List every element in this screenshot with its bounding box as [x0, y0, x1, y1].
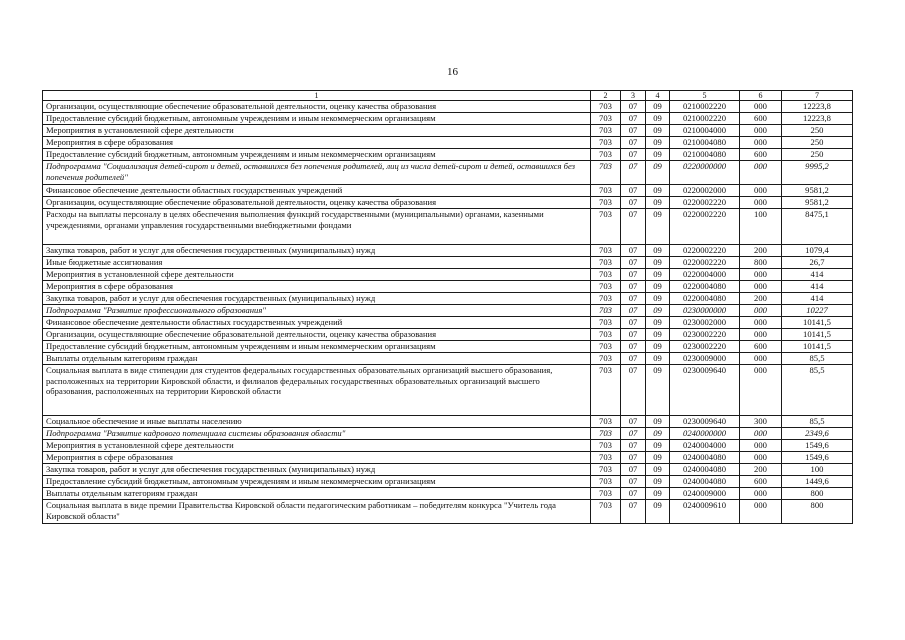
- subsection-code-cell: 09: [646, 257, 670, 269]
- amount-cell: 85,5: [782, 353, 853, 365]
- expense-type-cell: 000: [740, 365, 782, 416]
- expense-type-cell: 000: [740, 185, 782, 197]
- subsection-code-cell: 09: [646, 125, 670, 137]
- row-name-cell: Социальное обеспечение и иные выплаты населению: [43, 416, 591, 428]
- section-code-cell: 07: [621, 101, 646, 113]
- subsection-code-cell: 09: [646, 416, 670, 428]
- ministry-code-cell: 703: [591, 161, 621, 185]
- amount-cell: 10141,5: [782, 329, 853, 341]
- target-article-cell: 0220002000: [670, 185, 740, 197]
- target-article-cell: 0240000000: [670, 428, 740, 440]
- row-name-cell: Подпрограмма "Развитие профессионального образования": [43, 305, 591, 317]
- section-code-cell: 07: [621, 341, 646, 353]
- ministry-code-cell: 703: [591, 476, 621, 488]
- ministry-code-cell: 703: [591, 464, 621, 476]
- ministry-code-cell: 703: [591, 488, 621, 500]
- ministry-code-cell: 703: [591, 500, 621, 524]
- table-row: [43, 416, 853, 428]
- subsection-code-cell: 09: [646, 428, 670, 440]
- amount-cell: 12223,8: [782, 113, 853, 125]
- expense-type-cell: 600: [740, 341, 782, 353]
- amount-cell: 414: [782, 281, 853, 293]
- amount-cell: 26,7: [782, 257, 853, 269]
- row-name-cell: Закупка товаров, работ и услуг для обеспечения государственных (муниципальных) нужд: [43, 245, 591, 257]
- section-code-cell: 07: [621, 476, 646, 488]
- amount-cell: 10141,5: [782, 341, 853, 353]
- amount-cell: 2349,6: [782, 428, 853, 440]
- section-code-cell: 07: [621, 293, 646, 305]
- table-row: [43, 113, 853, 125]
- amount-cell: 414: [782, 293, 853, 305]
- table-row: [43, 209, 853, 245]
- section-code-cell: 07: [621, 125, 646, 137]
- amount-cell: 250: [782, 137, 853, 149]
- ministry-code-cell: 703: [591, 137, 621, 149]
- section-code-cell: 07: [621, 488, 646, 500]
- row-name-cell: Предоставление субсидий бюджетным, автономным учреждениям и иным некоммерческим организациям: [43, 476, 591, 488]
- section-code-cell: 07: [621, 317, 646, 329]
- expense-type-cell: 000: [740, 281, 782, 293]
- section-code-cell: 07: [621, 416, 646, 428]
- section-code-cell: 07: [621, 365, 646, 416]
- section-code-cell: 07: [621, 185, 646, 197]
- target-article-cell: 0210002220: [670, 101, 740, 113]
- row-name-cell: Закупка товаров, работ и услуг для обеспечения государственных (муниципальных) нужд: [43, 464, 591, 476]
- expense-type-cell: 000: [740, 329, 782, 341]
- target-article-cell: 0220004000: [670, 269, 740, 281]
- subsection-code-cell: 09: [646, 500, 670, 524]
- expense-type-cell: 000: [740, 500, 782, 524]
- amount-cell: 9581,2: [782, 185, 853, 197]
- target-article-cell: 0230000000: [670, 305, 740, 317]
- table-row: [43, 137, 853, 149]
- row-name-cell: Мероприятия в установленной сфере деятельности: [43, 269, 591, 281]
- row-name-cell: Социальная выплата в виде премии Правительства Кировской области педагогическим работникам – победителям конкурса "Учитель года Кировской области": [43, 500, 591, 524]
- subsection-code-cell: 09: [646, 101, 670, 113]
- expense-type-cell: 000: [740, 353, 782, 365]
- target-article-cell: 0210002220: [670, 113, 740, 125]
- amount-cell: 85,5: [782, 416, 853, 428]
- column-header: 1: [43, 91, 591, 101]
- ministry-code-cell: 703: [591, 125, 621, 137]
- ministry-code-cell: 703: [591, 257, 621, 269]
- section-code-cell: 07: [621, 257, 646, 269]
- target-article-cell: 0220002220: [670, 197, 740, 209]
- amount-cell: 8475,1: [782, 209, 853, 245]
- table-row: [43, 101, 853, 113]
- subsection-code-cell: 09: [646, 329, 670, 341]
- expense-type-cell: 000: [740, 440, 782, 452]
- subsection-code-cell: 09: [646, 281, 670, 293]
- expense-type-cell: 000: [740, 137, 782, 149]
- amount-cell: 100: [782, 464, 853, 476]
- section-code-cell: 07: [621, 452, 646, 464]
- table-row: [43, 488, 853, 500]
- row-name-cell: Социальная выплата в виде стипендии для студентов федеральных государственных образовательных организаций высшего образования, расположенных на территории Кировской области, и филиалов федеральных государственных образовательных организаций высшего образования, расположенных на территории Кировской области: [43, 365, 591, 416]
- expense-type-cell: 000: [740, 488, 782, 500]
- row-name-cell: Мероприятия в установленной сфере деятельности: [43, 440, 591, 452]
- column-header: 6: [740, 91, 782, 101]
- subsection-code-cell: 09: [646, 464, 670, 476]
- amount-cell: 250: [782, 125, 853, 137]
- table-row: [43, 125, 853, 137]
- target-article-cell: 0210004080: [670, 149, 740, 161]
- target-article-cell: 0230009640: [670, 416, 740, 428]
- subsection-code-cell: 09: [646, 269, 670, 281]
- subsection-code-cell: 09: [646, 341, 670, 353]
- section-code-cell: 07: [621, 353, 646, 365]
- table-row: [43, 197, 853, 209]
- row-name-cell: Мероприятия в сфере образования: [43, 137, 591, 149]
- expense-type-cell: 000: [740, 317, 782, 329]
- section-code-cell: 07: [621, 329, 646, 341]
- row-name-cell: Мероприятия в установленной сфере деятельности: [43, 125, 591, 137]
- section-code-cell: 07: [621, 197, 646, 209]
- expense-type-cell: 100: [740, 209, 782, 245]
- target-article-cell: 0230009000: [670, 353, 740, 365]
- target-article-cell: 0240004000: [670, 440, 740, 452]
- row-name-cell: Финансовое обеспечение деятельности областных государственных учреждений: [43, 317, 591, 329]
- ministry-code-cell: 703: [591, 317, 621, 329]
- subsection-code-cell: 09: [646, 365, 670, 416]
- expense-type-cell: 600: [740, 113, 782, 125]
- row-name-cell: Финансовое обеспечение деятельности областных государственных учреждений: [43, 185, 591, 197]
- ministry-code-cell: 703: [591, 293, 621, 305]
- subsection-code-cell: 09: [646, 293, 670, 305]
- section-code-cell: 07: [621, 161, 646, 185]
- amount-cell: 800: [782, 488, 853, 500]
- section-code-cell: 07: [621, 428, 646, 440]
- ministry-code-cell: 703: [591, 209, 621, 245]
- target-article-cell: 0240004080: [670, 476, 740, 488]
- amount-cell: 250: [782, 149, 853, 161]
- table-row: [43, 185, 853, 197]
- target-article-cell: 0240004080: [670, 464, 740, 476]
- table-row: [43, 329, 853, 341]
- subsection-code-cell: 09: [646, 209, 670, 245]
- target-article-cell: 0230009640: [670, 365, 740, 416]
- section-code-cell: 07: [621, 149, 646, 161]
- subsection-code-cell: 09: [646, 305, 670, 317]
- target-article-cell: 0210004080: [670, 137, 740, 149]
- page-number: 16: [447, 66, 458, 78]
- target-article-cell: 0220002220: [670, 245, 740, 257]
- amount-cell: 9995,2: [782, 161, 853, 185]
- budget-table: [42, 90, 853, 524]
- table-row: [43, 305, 853, 317]
- table-row: [43, 428, 853, 440]
- ministry-code-cell: 703: [591, 305, 621, 317]
- column-header: 7: [782, 91, 853, 101]
- section-code-cell: 07: [621, 440, 646, 452]
- expense-type-cell: 200: [740, 245, 782, 257]
- target-article-cell: 0220004080: [670, 293, 740, 305]
- subsection-code-cell: 09: [646, 452, 670, 464]
- amount-cell: 9581,2: [782, 197, 853, 209]
- table-row: [43, 353, 853, 365]
- row-name-cell: Предоставление субсидий бюджетным, автономным учреждениям и иным некоммерческим организациям: [43, 113, 591, 125]
- target-article-cell: 0240009000: [670, 488, 740, 500]
- amount-cell: 10141,5: [782, 317, 853, 329]
- ministry-code-cell: 703: [591, 416, 621, 428]
- section-code-cell: 07: [621, 281, 646, 293]
- table-row: [43, 161, 853, 185]
- column-header: 3: [621, 91, 646, 101]
- row-name-cell: Организации, осуществляющие обеспечение образовательной деятельности, оценку качества образования: [43, 197, 591, 209]
- expense-type-cell: 000: [740, 269, 782, 281]
- amount-cell: 1079,4: [782, 245, 853, 257]
- section-code-cell: 07: [621, 269, 646, 281]
- ministry-code-cell: 703: [591, 452, 621, 464]
- row-name-cell: Мероприятия в сфере образования: [43, 452, 591, 464]
- target-article-cell: 0230002220: [670, 329, 740, 341]
- ministry-code-cell: 703: [591, 269, 621, 281]
- ministry-code-cell: 703: [591, 341, 621, 353]
- ministry-code-cell: 703: [591, 185, 621, 197]
- ministry-code-cell: 703: [591, 440, 621, 452]
- subsection-code-cell: 09: [646, 353, 670, 365]
- expense-type-cell: 000: [740, 428, 782, 440]
- table-row: [43, 365, 853, 416]
- expense-type-cell: 000: [740, 101, 782, 113]
- section-code-cell: 07: [621, 137, 646, 149]
- amount-cell: 1449,6: [782, 476, 853, 488]
- subsection-code-cell: 09: [646, 185, 670, 197]
- section-code-cell: 07: [621, 113, 646, 125]
- subsection-code-cell: 09: [646, 113, 670, 125]
- row-name-cell: Подпрограмма "Социализация детей-сирот и детей, оставшихся без попечения родителей, лиц из числа детей-сирот и детей, оставшихся без попечения родителей": [43, 161, 591, 185]
- row-name-cell: Подпрограмма "Развитие кадрового потенциала системы образования области": [43, 428, 591, 440]
- expense-type-cell: 200: [740, 293, 782, 305]
- table-row: [43, 293, 853, 305]
- table-row: [43, 341, 853, 353]
- section-code-cell: 07: [621, 464, 646, 476]
- expense-type-cell: 300: [740, 416, 782, 428]
- column-header: 2: [591, 91, 621, 101]
- target-article-cell: 0220000000: [670, 161, 740, 185]
- subsection-code-cell: 09: [646, 476, 670, 488]
- expense-type-cell: 000: [740, 125, 782, 137]
- section-code-cell: 07: [621, 245, 646, 257]
- target-article-cell: 0220002220: [670, 257, 740, 269]
- expense-type-cell: 200: [740, 464, 782, 476]
- target-article-cell: 0230002220: [670, 341, 740, 353]
- subsection-code-cell: 09: [646, 317, 670, 329]
- amount-cell: 85,5: [782, 365, 853, 416]
- target-article-cell: 0220004080: [670, 281, 740, 293]
- row-name-cell: Предоставление субсидий бюджетным, автономным учреждениям и иным некоммерческим организациям: [43, 341, 591, 353]
- expense-type-cell: 000: [740, 305, 782, 317]
- table-row: [43, 452, 853, 464]
- ministry-code-cell: 703: [591, 101, 621, 113]
- ministry-code-cell: 703: [591, 113, 621, 125]
- ministry-code-cell: 703: [591, 353, 621, 365]
- amount-cell: 10227: [782, 305, 853, 317]
- amount-cell: 1549,6: [782, 440, 853, 452]
- row-name-cell: Предоставление субсидий бюджетным, автономным учреждениям и иным некоммерческим организациям: [43, 149, 591, 161]
- row-name-cell: Закупка товаров, работ и услуг для обеспечения государственных (муниципальных) нужд: [43, 293, 591, 305]
- ministry-code-cell: 703: [591, 197, 621, 209]
- target-article-cell: 0210004000: [670, 125, 740, 137]
- ministry-code-cell: 703: [591, 365, 621, 416]
- expense-type-cell: 600: [740, 149, 782, 161]
- row-name-cell: Организации, осуществляющие обеспечение образовательной деятельности, оценку качества образования: [43, 329, 591, 341]
- subsection-code-cell: 09: [646, 245, 670, 257]
- row-name-cell: Выплаты отдельным категориям граждан: [43, 353, 591, 365]
- ministry-code-cell: 703: [591, 428, 621, 440]
- table-row: [43, 317, 853, 329]
- table-header-row: [43, 91, 853, 101]
- row-name-cell: Иные бюджетные ассигнования: [43, 257, 591, 269]
- subsection-code-cell: 09: [646, 137, 670, 149]
- amount-cell: 1549,6: [782, 452, 853, 464]
- table-row: [43, 476, 853, 488]
- subsection-code-cell: 09: [646, 149, 670, 161]
- expense-type-cell: 000: [740, 197, 782, 209]
- subsection-code-cell: 09: [646, 488, 670, 500]
- section-code-cell: 07: [621, 305, 646, 317]
- expense-type-cell: 000: [740, 161, 782, 185]
- row-name-cell: Мероприятия в сфере образования: [43, 281, 591, 293]
- amount-cell: 414: [782, 269, 853, 281]
- expense-type-cell: 800: [740, 257, 782, 269]
- ministry-code-cell: 703: [591, 245, 621, 257]
- table-row: [43, 440, 853, 452]
- column-header: 5: [670, 91, 740, 101]
- subsection-code-cell: 09: [646, 440, 670, 452]
- table-row: [43, 149, 853, 161]
- table-row: [43, 245, 853, 257]
- section-code-cell: 07: [621, 500, 646, 524]
- row-name-cell: Расходы на выплаты персоналу в целях обеспечения выполнения функций государственными (муниципальными) органами, казенными учреждениями, органами управления государственными внебюджетными фондами: [43, 209, 591, 245]
- ministry-code-cell: 703: [591, 329, 621, 341]
- table-row: [43, 269, 853, 281]
- amount-cell: 800: [782, 500, 853, 524]
- target-article-cell: 0240004080: [670, 452, 740, 464]
- table-row: [43, 281, 853, 293]
- subsection-code-cell: 09: [646, 161, 670, 185]
- table-row: [43, 500, 853, 524]
- target-article-cell: 0230002000: [670, 317, 740, 329]
- column-header: 4: [646, 91, 670, 101]
- section-code-cell: 07: [621, 209, 646, 245]
- expense-type-cell: 600: [740, 476, 782, 488]
- target-article-cell: 0240009610: [670, 500, 740, 524]
- table-row: [43, 257, 853, 269]
- row-name-cell: Выплаты отдельным категориям граждан: [43, 488, 591, 500]
- target-article-cell: 0220002220: [670, 209, 740, 245]
- ministry-code-cell: 703: [591, 149, 621, 161]
- ministry-code-cell: 703: [591, 281, 621, 293]
- expense-type-cell: 000: [740, 452, 782, 464]
- table-row: [43, 464, 853, 476]
- subsection-code-cell: 09: [646, 197, 670, 209]
- row-name-cell: Организации, осуществляющие обеспечение образовательной деятельности, оценку качества образования: [43, 101, 591, 113]
- amount-cell: 12223,8: [782, 101, 853, 113]
